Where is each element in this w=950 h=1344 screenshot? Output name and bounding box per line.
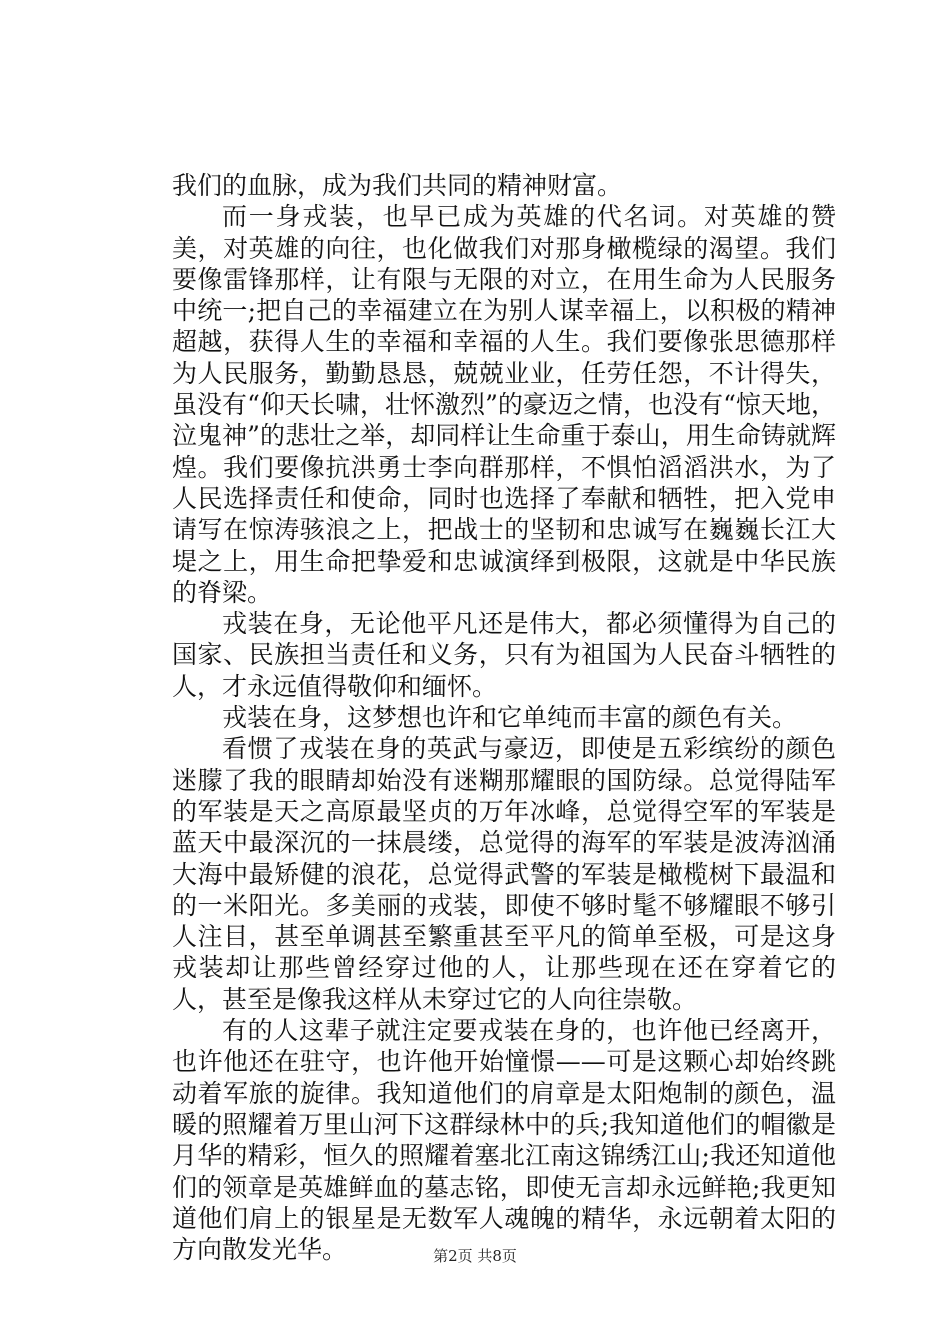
paragraph-1: 我们的血脉，成为我们共同的精神财富。 xyxy=(172,171,623,200)
paragraph-3: 戎装在身，无论他平凡还是伟大，都必须懂得为自己的国家、民族担当责任和义务，只有为祖国为人民奋斗牺牲的人，才永远值得敬仰和缅怀。 xyxy=(172,609,836,701)
paragraph-6: 有的人这辈子就注定要戎装在身的，也许他已经离开，也许他还在驻守，也许他开始憧憬——可是这颗心却始终跳动着军旅的旋律。我知道他们的肩章是太阳炮制的颜色，温暖的照耀着万里山河下这群绿林中的兵;我知道他们的帽徽是月华的精彩，恒久的照耀着塞北江南这锦绣江山;我还知道他们的领章是英雄鲜血的墓志铭，即使无言却永远鲜艳;我更知道他们肩上的银星是无数军人魂魄的精华，永远朝着太阳的方向散发光华。 xyxy=(172,1016,836,1265)
paragraph-2: 而一身戎装，也早已成为英雄的代名词。对英雄的赞美，对英雄的向往，也化做我们对那身橄榄绿的渴望。我们要像雷锋那样，让有限与无限的对立，在用生命为人民服务中统一;把自己的幸福建立在为别人谋幸福上，以积极的精神超越，获得人生的幸福和幸福的人生。我们要像张思德那样为人民服务，勤勤恳恳，兢兢业业，任劳任怨，不计得失，虽没有“仰天长啸，壮怀激烈”的豪迈之情，也没有“惊天地，泣鬼神”的悲壮之举，却同样让生命重于泰山，用生命铸就辉煌。我们要像抗洪勇士李向群那样，不惧怕滔滔洪水，为了人民选择责任和使命，同时也选择了奉献和牺牲，把入党申请写在惊涛骇浪之上，把战士的坚韧和忠诚写在巍巍长江大堤之上，用生命把挚爱和忠诚演绎到极限，这就是中华民族的脊梁。 xyxy=(172,202,836,607)
document-body xyxy=(172,170,836,1265)
paragraph-4: 戎装在身，这梦想也许和它单纯而丰富的颜色有关。 xyxy=(222,703,798,733)
paragraph-5: 看惯了戎装在身的英武与豪迈，即使是五彩缤纷的颜色迷朦了我的眼睛却始没有迷糊那耀眼的国防绿。总觉得陆军的军装是天之高原最坚贞的万年冰峰，总觉得空军的军装是蓝天中最深沉的一抹晨缕，总觉得的海军的军装是波涛汹涌大海中最矫健的浪花，总觉得武警的军装是橄榄树下最温和的一米阳光。多美丽的戎装，即使不够时髦不够耀眼不够引人注目，甚至单调甚至繁重甚至平凡的简单至极，可是这身戎装却让那些曾经穿过他的人，让那些现在还在穿着它的人，甚至是像我这样从未穿过它的人向往崇敬。 xyxy=(172,734,836,1014)
page-number: 第2页 共8页 xyxy=(433,1247,517,1265)
page-footer xyxy=(0,1245,950,1266)
